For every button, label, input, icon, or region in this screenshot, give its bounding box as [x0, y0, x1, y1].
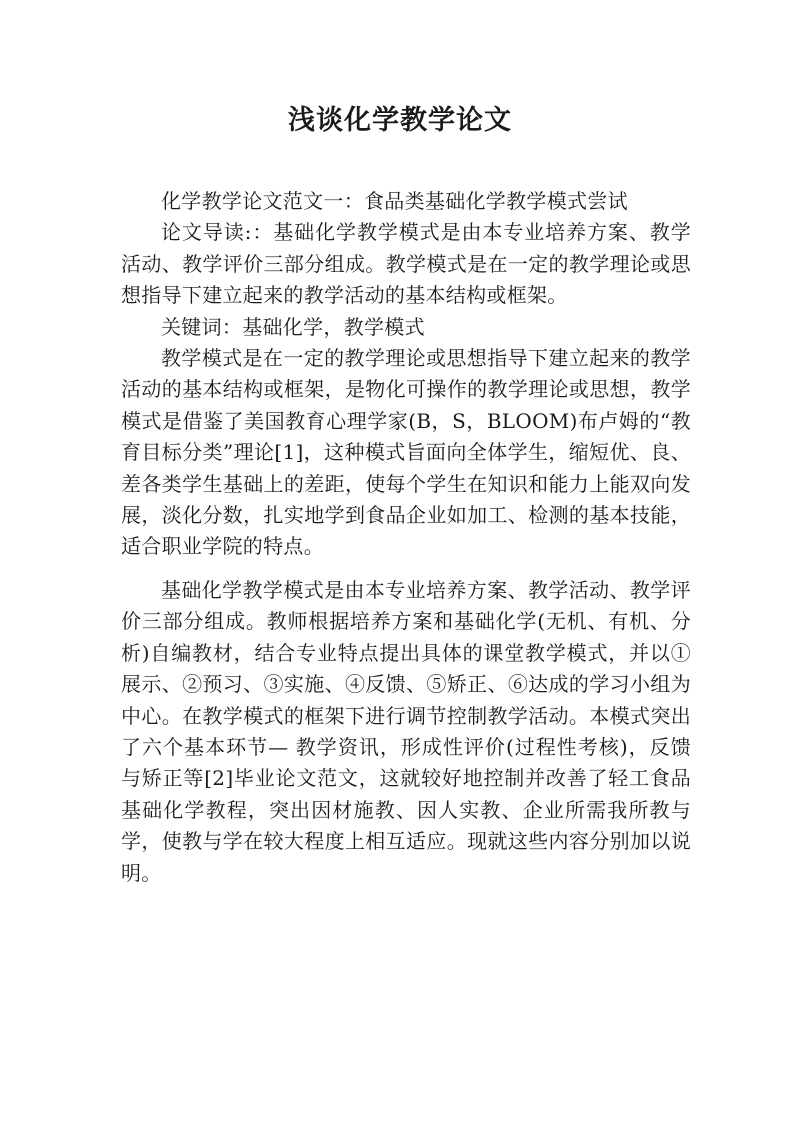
- paragraph-body-1: 教学模式是在一定的教学理论或思想指导下建立起来的教学活动的基本结构或框架，是物化可操作的教学理论或思想，教学模式是借鉴了美国教育心理学家(B，S，BLOOM)布卢姆的“教育目标分类”理论[1]，这种模式旨面向全体学生，缩短优、良、差各类学生基础上的差距，使每个学生在知识和能力上能双向发展，淡化分数，扎实地学到食品企业如加工、检测的基本技能，适合职业学院的特点。: [121, 346, 691, 559]
- paragraph-abstract: 论文导读:：基础化学教学模式是由本专业培养方案、教学活动、教学评价三部分组成。教学模式是在一定的教学理论或思想指导下建立起来的教学活动的基本结构或框架。: [121, 220, 691, 308]
- paragraph-subtitle: 化学教学论文范文一：食品类基础化学教学模式尝试: [161, 189, 628, 213]
- paragraph-keywords: 关键词：基础化学，教学模式: [161, 314, 425, 339]
- paragraph-body-2: 基础化学教学模式是由本专业培养方案、教学活动、教学评价三部分组成。教师根据培养方案和基础化学(无机、有机、分析)自编教材，结合专业特点提出具体的课堂教学模式，并以①展示、②预习、③实施、④反馈、⑤矫正、⑥达成的学习小组为中心。在教学模式的框架下进行调节控制教学活动。本模式突出了六个基本环节— 教学资讯，形成性评价(过程性考核)，反馈与矫正等[2]毕业论文范文，这就较好地控制并改善了轻工食品基础化学教程，突出因材施教、因人实教、企业所需我所教与学，使教与学在较大程度上相互适应。现就这些内容分别加以说明。: [121, 577, 691, 885]
- document-body: [121, 186, 691, 889]
- document-title: 浅谈化学教学论文: [288, 105, 512, 136]
